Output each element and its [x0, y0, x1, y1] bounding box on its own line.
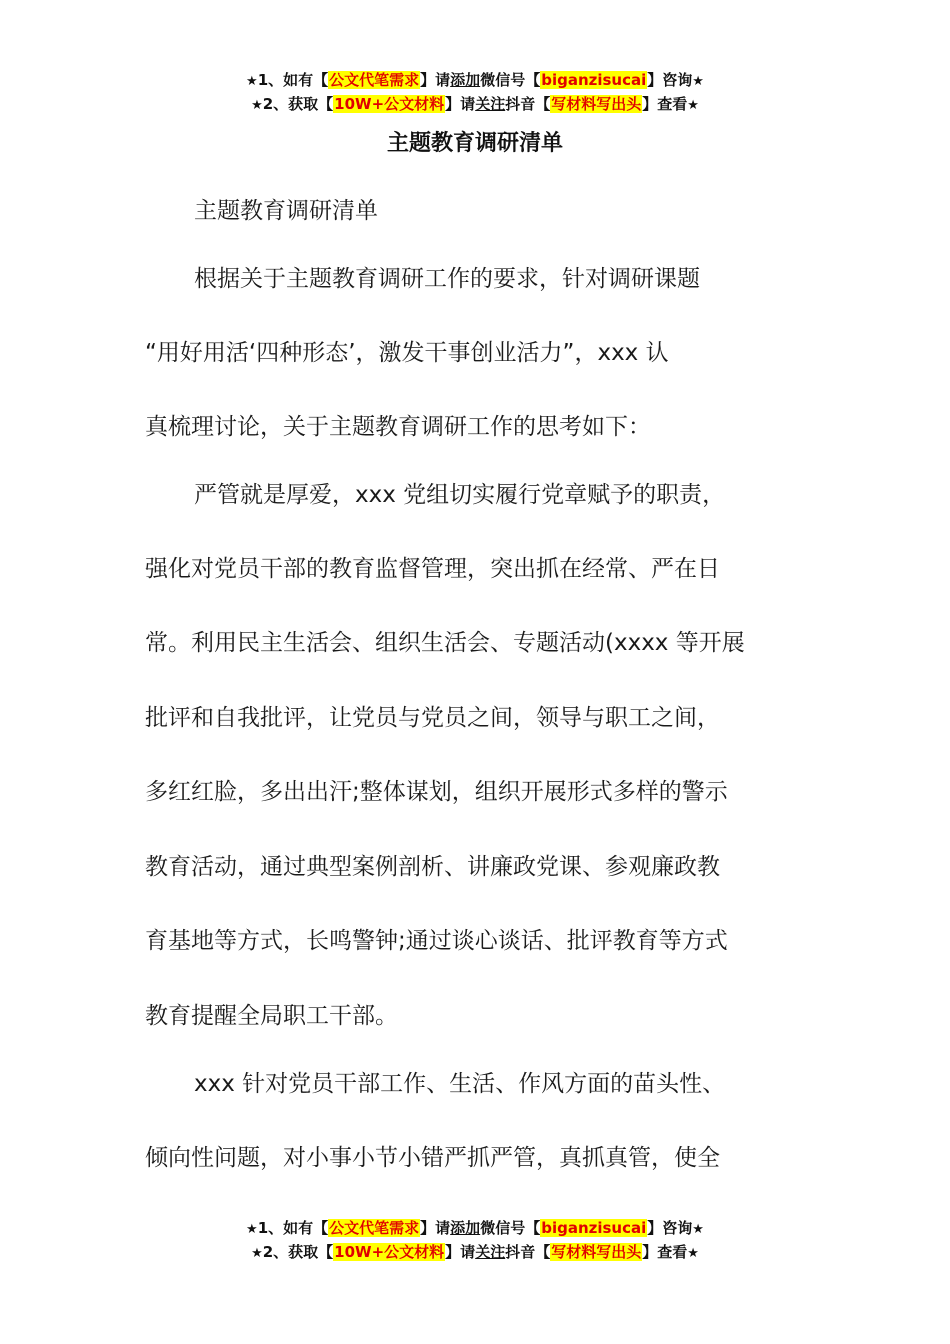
body-line: 教育提醒全局职工干部。: [145, 1003, 398, 1029]
star-icon: ★: [246, 74, 258, 89]
body-line: 真梳理讨论，关于主题教育调研工作的思考如下：: [145, 414, 651, 440]
document-title: 主题教育调研清单: [386, 131, 563, 156]
footer-banner: [0, 1217, 950, 1265]
star-icon: ★: [692, 1222, 704, 1237]
banner-line-2: ★2、获取【10W+公文材料】请关注抖音【写材料写出头】查看★: [251, 1243, 699, 1261]
highlight-ghostwriting: 公文代笔需求: [329, 1219, 420, 1237]
star-icon: ★: [251, 98, 263, 113]
banner-line-1: ★1、如有【公文代笔需求】请添加微信号【biganzisucai】咨询★: [246, 1219, 704, 1237]
body-line: 根据关于主题教育调研工作的要求，针对调研课题: [194, 266, 700, 292]
wechat-id: biganzisucai: [541, 1219, 647, 1237]
body-line: 倾向性问题，对小事小节小错严抓严管，真抓真管，使全: [145, 1145, 720, 1171]
star-icon: ★: [692, 74, 704, 89]
body-line: 批评和自我批评，让党员与党员之间，领导与职工之间，: [145, 705, 720, 731]
banner-line-1: ★1、如有【公文代笔需求】请添加微信号【biganzisucai】咨询★: [246, 71, 704, 89]
star-icon: ★: [251, 1246, 263, 1261]
highlight-materials: 10W+公文材料: [334, 1243, 445, 1261]
body-line: 主题教育调研清单: [194, 198, 378, 224]
body-line: 严管就是厚爱，xxx 党组切实履行党章赋予的职责，: [194, 482, 726, 508]
douyin-account: 写材料写出头: [551, 95, 642, 113]
wechat-id: biganzisucai: [541, 71, 647, 89]
star-icon: ★: [687, 98, 699, 113]
star-icon: ★: [687, 1246, 699, 1261]
body-line: “用好用活‘四种形态’，激发干事创业活力”，xxx 认: [145, 340, 669, 366]
header-banner: [0, 69, 950, 117]
highlight-ghostwriting: 公文代笔需求: [329, 71, 420, 89]
douyin-account: 写材料写出头: [551, 1243, 642, 1261]
body-line: 教育活动，通过典型案例剖析、讲廉政党课、参观廉政教: [145, 854, 720, 880]
body-line: 育基地等方式，长鸣警钟;通过谈心谈话、批评教育等方式: [145, 928, 728, 954]
body-line: 多红红脸，多出出汗;整体谋划，组织开展形式多样的警示: [145, 779, 728, 805]
highlight-materials: 10W+公文材料: [334, 95, 445, 113]
star-icon: ★: [246, 1222, 258, 1237]
body-line: 强化对党员干部的教育监督管理，突出抓在经常、严在日: [145, 556, 720, 582]
body-line: xxx 针对党员干部工作、生活、作风方面的苗头性、: [194, 1071, 726, 1097]
banner-line-2: ★2、获取【10W+公文材料】请关注抖音【写材料写出头】查看★: [251, 95, 699, 113]
body-line: 常。利用民主生活会、组织生活会、专题活动(xxxx 等开展: [145, 630, 745, 656]
